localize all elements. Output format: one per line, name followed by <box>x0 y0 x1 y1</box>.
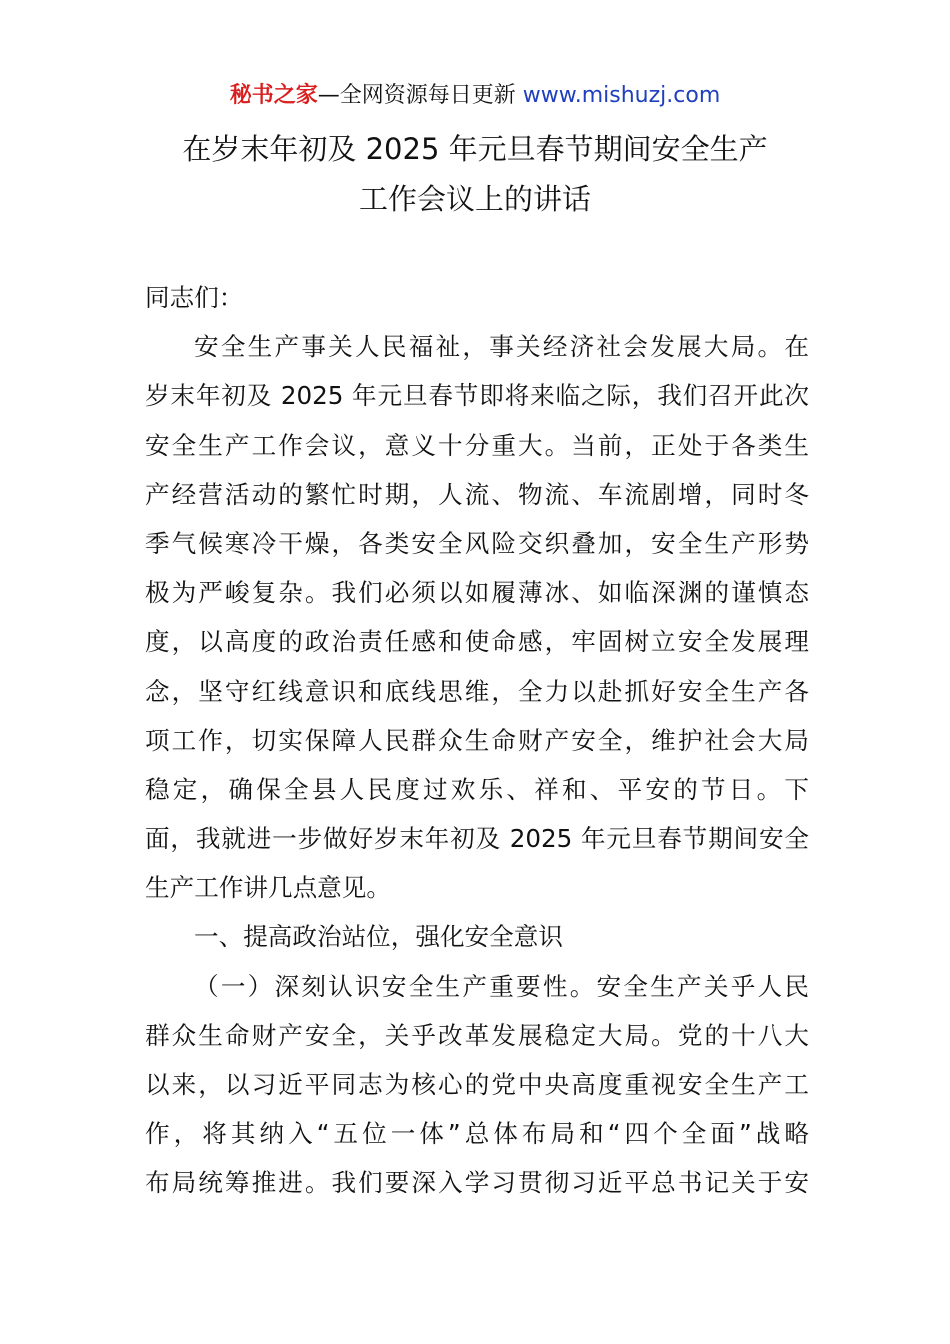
body-line: 安全生产事关人民福祉，事关经济社会发展大局。在 <box>194 332 809 362</box>
body-line: 度，以高度的政治责任感和使命感，牢固树立安全发展理 <box>145 627 809 657</box>
document-body <box>145 273 809 1208</box>
body-line: 布局统筹推进。我们要深入学习贯彻习近平总书记关于安 <box>145 1168 809 1198</box>
body-line: 以来，以习近平同志为核心的党中央高度重视安全生产工 <box>145 1070 809 1099</box>
body-line: 安全生产工作会议，意义十分重大。当前，正处于各类生 <box>145 430 809 460</box>
body-line: 季气候寒冷干燥，各类安全风险交织叠加，安全生产形势 <box>145 528 809 558</box>
body-line: 面，我就进一步做好岁末年初及 2025 年元旦春节期间安全 <box>145 824 809 854</box>
body-line: 群众生命财产安全，关乎改革发展稳定大局。党的十八大 <box>145 1020 809 1050</box>
site-header <box>0 80 950 112</box>
body-line: 稳定，确保全县人民度过欢乐、祥和、平安的节日。下 <box>145 774 809 804</box>
body-line: 作，将其纳入“五位一体”总体布局和“四个全面”战略 <box>145 1119 809 1149</box>
brand-name: 秘书之家 <box>229 83 318 108</box>
body-line: 岁末年初及 2025 年元旦春节即将来临之际，我们召开此次 <box>145 381 809 411</box>
section-heading: 一、提高政治站位，强化安全意识 <box>194 922 563 952</box>
body-line: 生产工作讲几点意见。 <box>145 873 391 903</box>
body-line: （一）深刻认识安全生产重要性。安全生产关乎人民 <box>194 971 809 1001</box>
header-slogan: —全网资源每日更新 <box>317 83 523 108</box>
title-line-1: 在岁末年初及 2025 年元旦春节期间安全生产 <box>182 132 768 166</box>
body-line: 产经营活动的繁忙时期，人流、物流、车流剧增，同时冬 <box>145 479 809 509</box>
title-line-2: 工作会议上的讲话 <box>358 182 591 216</box>
body-line: 项工作，切实保障人民群众生命财产安全，维护社会大局 <box>145 725 809 755</box>
body-line: 极为严峻复杂。我们必须以如履薄冰、如临深渊的谨慎态 <box>145 578 809 608</box>
salutation: 同志们： <box>145 283 244 312</box>
body-line: 念，坚守红线意识和底线思维，全力以赴抓好安全生产各 <box>145 676 809 706</box>
site-url[interactable]: www.mishuzj.com <box>522 83 721 108</box>
document-title <box>0 124 950 224</box>
